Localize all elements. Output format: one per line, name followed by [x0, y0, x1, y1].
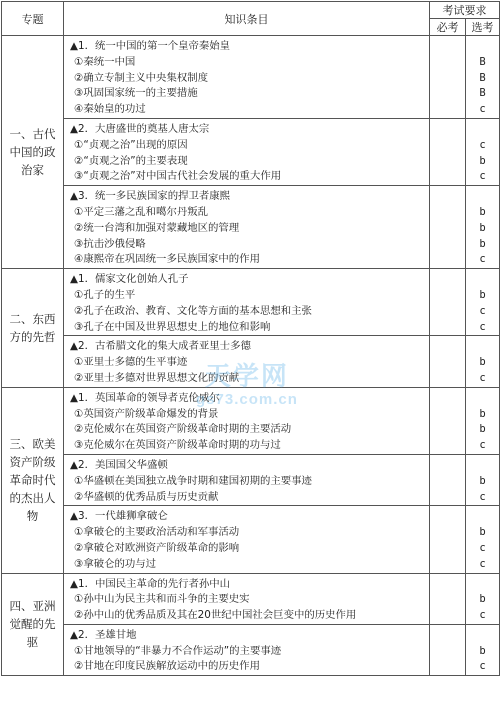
- required-level: [430, 592, 465, 608]
- required-level: [430, 490, 465, 506]
- unit-row: [2, 624, 500, 675]
- topic-name: 一、古代中国的政治家: [2, 36, 64, 269]
- knowledge-point: ①“贞观之治”出现的原因: [74, 138, 188, 151]
- elective-level: b: [479, 644, 486, 657]
- elective-level: b: [479, 205, 486, 218]
- unit-title: ▲1．中国民主革命的先行者孙中山: [70, 577, 231, 590]
- knowledge-cell: [64, 573, 430, 624]
- unit-row: [2, 387, 500, 454]
- required-level: [430, 525, 465, 541]
- header-topic: 专题: [2, 2, 64, 36]
- required-cell: [430, 387, 466, 454]
- unit-row: [2, 506, 500, 573]
- unit-row: [2, 118, 500, 185]
- knowledge-point: ③拿破仑的功与过: [74, 557, 157, 570]
- knowledge-cell: [64, 336, 430, 387]
- watermark-sub-text: gs73.com.cn: [196, 391, 298, 408]
- elective-cell: [466, 624, 500, 675]
- elective-cell: [466, 454, 500, 505]
- elective-level: B: [479, 71, 486, 84]
- knowledge-point: ③巩固国家统一的主要措施: [74, 87, 198, 100]
- unit-title: ▲2．美国国父华盛顿: [70, 458, 168, 471]
- knowledge-point: ③“贞观之治”对中国古代社会发展的重大作用: [74, 170, 282, 183]
- elective-level: b: [479, 356, 486, 369]
- required-level: [430, 288, 465, 304]
- knowledge-point: ②华盛顿的优秀品质与历史贡献: [74, 490, 219, 503]
- required-level: [430, 237, 465, 253]
- unit-title: ▲2．古希腊文化的集大成者亚里士多德: [70, 340, 251, 353]
- elective-level: b: [479, 526, 486, 539]
- elective-cell: [466, 118, 500, 185]
- knowledge-cell: [64, 506, 430, 573]
- unit-title: ▲2．大唐盛世的奠基人唐太宗: [70, 122, 210, 135]
- unit-row: [2, 336, 500, 387]
- elective-cell: [466, 36, 500, 119]
- required-level: [430, 371, 465, 387]
- required-level: [430, 205, 465, 221]
- elective-cell: [466, 186, 500, 269]
- unit-row: [2, 269, 500, 336]
- knowledge-point: ②确立专制主义中央集权制度: [74, 71, 209, 84]
- elective-cell: [466, 506, 500, 573]
- required-level: [430, 304, 465, 320]
- required-level: [430, 407, 465, 423]
- elective-level: b: [479, 221, 486, 234]
- elective-level: c: [479, 557, 486, 570]
- header-elective: 选考: [466, 19, 500, 36]
- required-level: [430, 422, 465, 438]
- required-level: [430, 438, 465, 454]
- required-level: [430, 474, 465, 490]
- elective-level: c: [479, 490, 486, 503]
- required-level: [430, 221, 465, 237]
- knowledge-point: ①英国资产阶级革命爆发的背景: [74, 407, 219, 420]
- knowledge-point: ②“贞观之治”的主要表现: [74, 154, 188, 167]
- knowledge-point: ②甘地在印度民族解放运动中的历史作用: [74, 660, 260, 673]
- syllabus-table: [1, 1, 500, 676]
- unit-title: ▲3．统一多民族国家的捍卫者康熙: [70, 190, 231, 203]
- elective-level: c: [479, 320, 486, 333]
- required-cell: [430, 36, 466, 119]
- knowledge-point: ①甘地领导的“非暴力不合作运动”的主要事迹: [74, 644, 282, 657]
- header-knowledge: 知识条目: [64, 2, 430, 36]
- elective-cell: [466, 269, 500, 336]
- required-level: [430, 320, 465, 336]
- required-level: [430, 86, 465, 102]
- knowledge-point: ②亚里士多德对世界思想文化的贡献: [74, 371, 240, 384]
- required-level: [430, 644, 465, 660]
- knowledge-cell: [64, 36, 430, 119]
- elective-level: c: [479, 371, 486, 384]
- knowledge-point: ③抗击沙俄侵略: [74, 237, 146, 250]
- knowledge-point: ①华盛顿在美国独立战争时期和建国初期的主要事迹: [74, 474, 312, 487]
- elective-level: c: [479, 103, 486, 116]
- knowledge-cell: [64, 454, 430, 505]
- knowledge-point: ①秦统一中国: [74, 55, 136, 68]
- unit-row: [2, 36, 500, 119]
- knowledge-cell: [64, 624, 430, 675]
- required-cell: [430, 336, 466, 387]
- header-exam-requirement: 考试要求: [430, 2, 500, 19]
- required-level: [430, 102, 465, 118]
- required-level: [430, 355, 465, 371]
- required-level: [430, 138, 465, 154]
- unit-title: ▲1．儒家文化创始人孔子: [70, 273, 189, 286]
- knowledge-point: ③克伦威尔在英国资产阶级革命时期的功与过: [74, 439, 281, 452]
- required-cell: [430, 186, 466, 269]
- unit-row: [2, 454, 500, 505]
- knowledge-point: ①孙中山为民主共和而斗争的主要史实: [74, 593, 250, 606]
- elective-level: c: [479, 439, 486, 452]
- required-level: [430, 659, 465, 675]
- required-cell: [430, 454, 466, 505]
- knowledge-point: ①孔子的生平: [74, 288, 136, 301]
- unit-title: ▲3．一代雄狮拿破仑: [70, 510, 168, 523]
- required-level: [430, 154, 465, 170]
- unit-title: ▲2．圣雄甘地: [70, 628, 137, 641]
- unit-title: ▲1．英国革命的领导者克伦威尔: [70, 391, 220, 404]
- required-cell: [430, 573, 466, 624]
- elective-level: b: [479, 423, 486, 436]
- required-cell: [430, 269, 466, 336]
- elective-level: b: [479, 474, 486, 487]
- knowledge-point: ②孔子在政治、教育、文化等方面的基本思想和主张: [74, 304, 312, 317]
- required-level: [430, 252, 465, 268]
- elective-cell: [466, 336, 500, 387]
- elective-cell: [466, 573, 500, 624]
- knowledge-point: ②孙中山的优秀品质及其在20世纪中国社会巨变中的历史作用: [74, 609, 357, 622]
- topic-name: 二、东西方的先哲: [2, 269, 64, 388]
- elective-level: c: [479, 660, 486, 673]
- knowledge-point: ②统一台湾和加强对蒙藏地区的管理: [74, 221, 240, 234]
- elective-level: b: [479, 593, 486, 606]
- knowledge-point: ④康熙帝在巩固统一多民族国家中的作用: [74, 253, 260, 266]
- knowledge-point: ①拿破仑的主要政治活动和军事活动: [74, 526, 240, 539]
- elective-level: b: [479, 154, 486, 167]
- unit-row: [2, 573, 500, 624]
- elective-level: b: [479, 237, 486, 250]
- knowledge-point: ③孔子在中国及世界思想史上的地位和影响: [74, 320, 271, 333]
- elective-level: c: [479, 609, 486, 622]
- elective-level: c: [479, 304, 486, 317]
- elective-level: b: [479, 407, 486, 420]
- topic-name: 三、欧美资产阶级革命时代的杰出人物: [2, 387, 64, 573]
- knowledge-point: ①平定三藩之乱和噶尔丹叛乱: [74, 205, 209, 218]
- required-level: [430, 71, 465, 87]
- required-level: [430, 557, 465, 573]
- header-required: 必考: [430, 19, 466, 36]
- topic-name: 四、亚洲觉醒的先驱: [2, 573, 64, 676]
- knowledge-cell: [64, 269, 430, 336]
- knowledge-cell: [64, 387, 430, 454]
- knowledge-cell: [64, 186, 430, 269]
- knowledge-cell: [64, 118, 430, 185]
- elective-level: c: [479, 170, 486, 183]
- elective-level: B: [479, 87, 486, 100]
- elective-cell: [466, 387, 500, 454]
- knowledge-point: ②克伦威尔在英国资产阶级革命时期的主要活动: [74, 423, 292, 436]
- knowledge-point: ④秦始皇的功过: [74, 103, 146, 116]
- required-level: [430, 55, 465, 71]
- knowledge-point: ②拿破仑对欧洲资产阶级革命的影响: [74, 541, 240, 554]
- elective-level: B: [479, 55, 486, 68]
- knowledge-point: ①亚里士多德的生平事迹: [74, 356, 188, 369]
- watermark-main-text: 天学网: [204, 361, 289, 391]
- unit-title: ▲1．统一中国的第一个皇帝秦始皇: [70, 40, 231, 52]
- required-level: [430, 169, 465, 185]
- table-body: [2, 36, 500, 676]
- required-cell: [430, 118, 466, 185]
- unit-row: [2, 186, 500, 269]
- elective-level: c: [479, 138, 486, 151]
- elective-level: b: [479, 288, 486, 301]
- required-cell: [430, 506, 466, 573]
- elective-level: c: [479, 541, 486, 554]
- elective-level: c: [479, 253, 486, 266]
- required-cell: [430, 624, 466, 675]
- required-level: [430, 608, 465, 624]
- required-level: [430, 541, 465, 557]
